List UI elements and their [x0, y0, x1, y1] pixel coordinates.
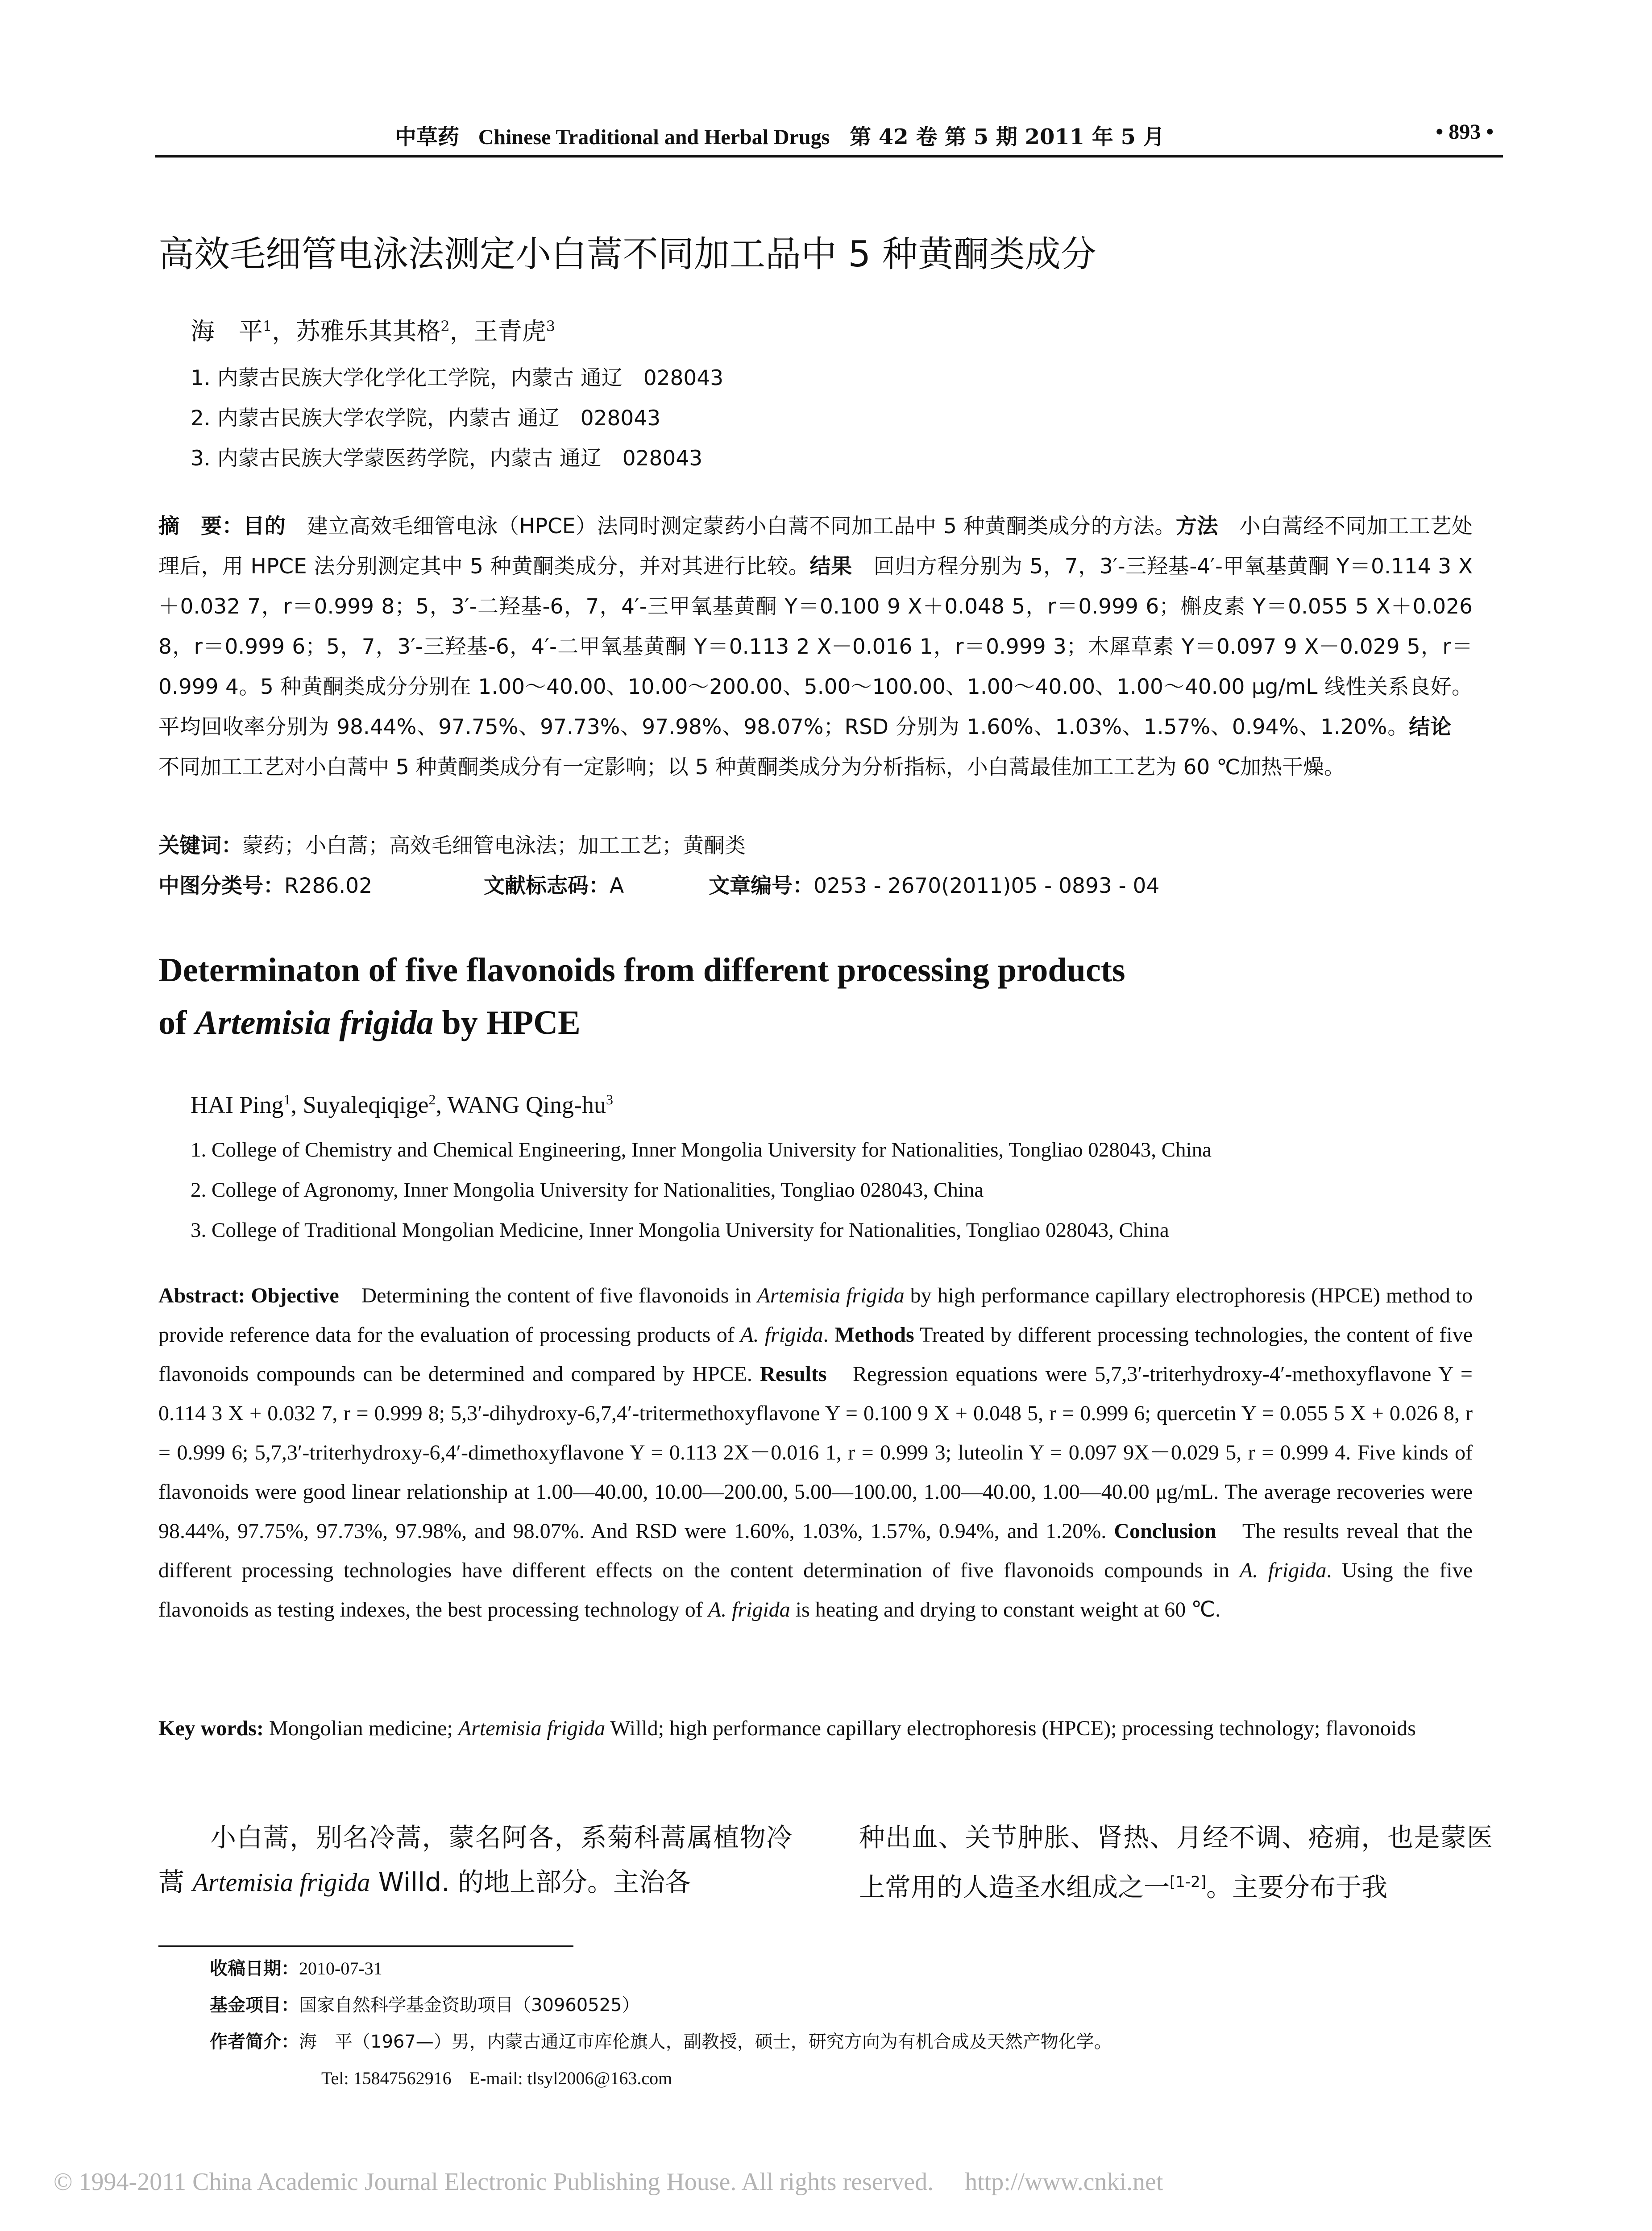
cn-conclusion: 不同加工工艺对小白蒿中 5 种黄酮类成分有一定影响；以 5 种黄酮类成分为分析指标，小白蒿最佳加工工艺为 60 ℃加热干燥。 — [158, 715, 1473, 780]
cn-author-name: 苏雅乐其其格 — [296, 317, 441, 345]
en-affiliation: 2. College of Agronomy, Inner Mongolia University for Nationalities, Tongliao 028043, China — [191, 1178, 984, 1202]
footnote-contact: Tel: 15847562916 E-mail: tlsyl2006@163.com — [321, 2068, 672, 2088]
footnote-rule — [158, 1945, 573, 1947]
en-title-line1: Determinaton of five flavonoids from different processing products — [158, 951, 1125, 989]
en-abstract — [158, 1276, 1473, 1630]
journal-name-en: Chinese Traditional and Herbal Drugs — [478, 125, 830, 149]
author-sup: 3 — [546, 318, 556, 335]
body-text: Willd. 的地上部分。主治各 — [370, 1867, 691, 1897]
cn-authors: 海 平$^1$，苏雅乐其其格$^2$，王青虎$^3$ — [191, 317, 556, 345]
footnote-bio — [210, 2028, 1112, 2053]
cn-affiliation: 2. 内蒙古民族大学农学院，内蒙古 通辽 028043 — [191, 406, 661, 431]
en-author-name: WANG Qing-hu — [447, 1091, 606, 1118]
cn-affiliation: 3. 内蒙古民族大学蒙医药学院，内蒙古 通辽 028043 — [191, 446, 703, 471]
en-conclusion-text: . Using the five flavonoids as testing indexes, the best processing technology of — [158, 1559, 1473, 1621]
cn-objective: 建立高效毛细管电泳（HPCE）法同时测定蒙药小白蒿不同加工品中 5 种黄酮类成分的方法。 — [286, 514, 1176, 539]
en-affiliation: 3. College of Traditional Mongolian Medicine, Inner Mongolia University for Nationalities, Tongliao 028043, China — [191, 1219, 1169, 1242]
footnote-value: 海 平（1967—）男，内蒙古通辽市库伦旗人，副教授，硕士，研究方向为有机合成及天然产物化学。 — [299, 2032, 1112, 2052]
species-italic: Artemisia frigida — [458, 1717, 606, 1740]
issue-info: 第 42 卷 第 5 期 2011 年 5 月 — [850, 124, 1165, 149]
species-italic: Artemisia frigida — [192, 1868, 370, 1897]
en-author-name: Suyaleqiqige — [303, 1091, 429, 1118]
citation-ref: [1-2] — [1170, 1873, 1207, 1891]
body-column-left — [158, 1815, 792, 1905]
cn-keywords-label: 关键词： — [158, 834, 242, 858]
doc-code-value: A — [610, 874, 624, 898]
cn-abstract-label: 摘 要： — [158, 514, 244, 539]
footnote-received — [210, 1954, 382, 1980]
cn-affiliation: 1. 内蒙古民族大学化学化工学院，内蒙古 通辽 028043 — [191, 366, 724, 390]
en-author-name: HAI Ping — [191, 1091, 284, 1118]
footnote-value: 2010-07-31 — [299, 1958, 382, 1978]
author-sup: 2 — [440, 318, 450, 335]
footnote-label: 基金项目： — [210, 1995, 299, 2015]
species-italic: A. frigida — [740, 1323, 823, 1347]
page-number: • 893 • — [1436, 120, 1494, 144]
cn-results: 回归方程分别为 5，7，3′-三羟基-4′-甲氧基黄酮 Y＝0.114 3 X＋0.032 7，r＝0.999 8；5，3′-二羟基-6，7，4′-三甲氧基黄酮 Y＝0.100 9 X＋0.048 5，r＝0.999 6；槲皮素 Y＝0.055 5 X＋0.026 8，r＝0.999 6；5，7，3′-三羟基-6，4′-二甲氧基黄酮 Y＝0.113 2 X－0.016 1，r＝0.999 3；木犀草素 Y＝0.097 9 X－0.029 5，r＝0.999 4。5 种黄酮类成分分别在 1.00～40.00、10.00～200.00、5.00～100.00、1.00～40.00、1.00～40.00 μg/mL 线性关系良好。平均回收率分别为 98.44%、97.75%、97.73%、97.98%、98.07%；RSD 分别为 1.60%、1.03%、1.57%、0.94%、1.20%。 — [158, 554, 1473, 739]
en-title-line2 — [158, 996, 1125, 1049]
species-italic: A. frigida — [708, 1598, 790, 1621]
cn-keywords — [158, 829, 746, 859]
body-text: 种出血、关节肿胀、肾热、月经不调、疮痈，也是蒙医上常用的人造圣水组成之一 — [859, 1822, 1493, 1903]
en-objective-text: . — [823, 1323, 834, 1347]
en-title-post: by HPCE — [433, 1004, 581, 1041]
body-column-right — [859, 1815, 1493, 1909]
header-rule — [155, 155, 1503, 158]
en-title-species: Artemisia frigida — [195, 1004, 434, 1041]
footnote-label: 作者简介： — [210, 2032, 299, 2052]
en-affiliation: 1. College of Chemistry and Chemical Engineering, Inner Mongolia University for Nationalities, Tongliao 028043, China — [191, 1138, 1212, 1161]
cn-author-name: 海 平 — [191, 317, 263, 345]
clc-value: R286.02 — [284, 874, 373, 898]
en-results: Regression equations were 5,7,3′-triterhydroxy-4′-methoxyflavone Y = 0.114 3 X + 0.032 7, r = 0.999 8; 5,3′-dihydroxy-6,7,4′-tritermethoxyflavone Y = 0.100 9 X + 0.048 5, r = 0.999 6; quercetin Y = 0.055 5 X + 0.026 8, r = 0.999 6; 5,7,3′-triterhydroxy-6,4′-dimethoxyflavone Y = 0.113 2X－0.016 1, r = 0.999 3; luteolin Y = 0.097 9X－0.029 5, r = 0.999 4. Five kinds of flavonoids were good linear relationship at 1.00—40.00, 10.00—200.00, 5.00—100.00, 1.00—40.00, 1.00—40.00 μg/mL. The average recoveries were 98.44%, 97.75%, 97.73%, 97.98%, and 98.07%. And RSD were 1.60%, 1.03%, 1.57%, 0.94%, and 1.20%. — [158, 1362, 1473, 1543]
en-results-label: Results — [760, 1362, 827, 1386]
cn-author-name: 王青虎 — [473, 317, 546, 345]
author-sup: 2 — [428, 1091, 436, 1107]
footnote-fund — [210, 1991, 640, 2016]
cn-methods: 小白蒿经不同加工工艺处理后，用 HPCE 法分别测定其中 5 种黄酮类成分，并对其进行比较。 — [158, 514, 1473, 579]
article-no-value: 0253 - 2670(2011)05 - 0893 - 04 — [814, 874, 1160, 898]
en-objective-text: by high performance capillary electrophoresis (HPCE) method to provide reference data for the evaluation of processing products of — [158, 1284, 1473, 1347]
cn-abstract — [158, 506, 1473, 788]
en-keywords-text: Mongolian medicine; — [263, 1717, 458, 1740]
en-title — [158, 944, 1125, 1049]
en-conclusion-text: is heating and drying to constant weight at 60 ℃. — [790, 1598, 1221, 1621]
doc-code-label: 文献标志码： — [484, 874, 610, 898]
cn-conclusion-label: 结论 — [1409, 715, 1452, 739]
species-italic: Artemisia frigida — [757, 1284, 905, 1307]
en-authors: HAI Ping$^1$, Suyaleqiqige$^2$, WANG Qing-$hu^3$ — [191, 1091, 613, 1118]
running-header — [395, 120, 1165, 150]
en-conclusion-label: Conclusion — [1114, 1519, 1216, 1543]
en-title-pre: of — [158, 1004, 195, 1041]
footnote-label: 收稿日期： — [210, 1958, 299, 1979]
copyright-notice: © 1994-2011 China Academic Journal Electronic Publishing House. All rights reserved. http://www.cnki.net — [54, 2168, 1163, 2196]
en-objective-text: Determining the content of five flavonoids in — [339, 1284, 757, 1307]
cn-objective-label: 目的 — [243, 514, 286, 539]
en-keywords-label: Key words: — [158, 1717, 264, 1740]
footnote-value: 国家自然科学基金资助项目（30960525） — [299, 1995, 640, 2015]
body-text: 。主要分布于我 — [1206, 1872, 1388, 1903]
en-conclusion-text: The results reveal that the different processing technologies have different effects on the content determination of five flavonoids compounds in — [158, 1519, 1473, 1582]
en-methods-label: Methods — [834, 1323, 914, 1347]
journal-name-cn: 中草药 — [395, 124, 460, 149]
body-text: 小白蒿，别名冷蒿，蒙名阿各，系菊科蒿属植物冷蒿 — [158, 1822, 792, 1897]
cn-methods-label: 方法 — [1175, 514, 1218, 539]
cn-keywords-text: 蒙药；小白蒿；高效毛细管电泳法；加工工艺；黄酮类 — [242, 834, 746, 858]
cn-classification — [158, 869, 1159, 899]
author-sup: 1 — [283, 1091, 291, 1107]
author-sup: 1 — [263, 318, 272, 335]
cn-results-label: 结果 — [809, 554, 852, 579]
clc-label: 中图分类号： — [158, 874, 284, 898]
species-italic: A. frigida — [1239, 1559, 1327, 1582]
en-keywords-text: Willd; high performance capillary electrophoresis (HPCE); processing technology; flavonoids — [605, 1717, 1416, 1740]
author-sup: 3 — [606, 1091, 613, 1107]
cn-title: 高效毛细管电泳法测定小白蒿不同加工品中 5 种黄酮类成分 — [158, 233, 1096, 275]
en-keywords — [158, 1709, 1473, 1748]
en-methods: Treated by different processing technologies, the content of five flavonoids compounds can be determined and compared by HPCE. — [158, 1323, 1473, 1386]
en-abstract-label: Abstract: Objective — [158, 1284, 339, 1307]
article-no-label: 文章编号： — [709, 874, 814, 898]
